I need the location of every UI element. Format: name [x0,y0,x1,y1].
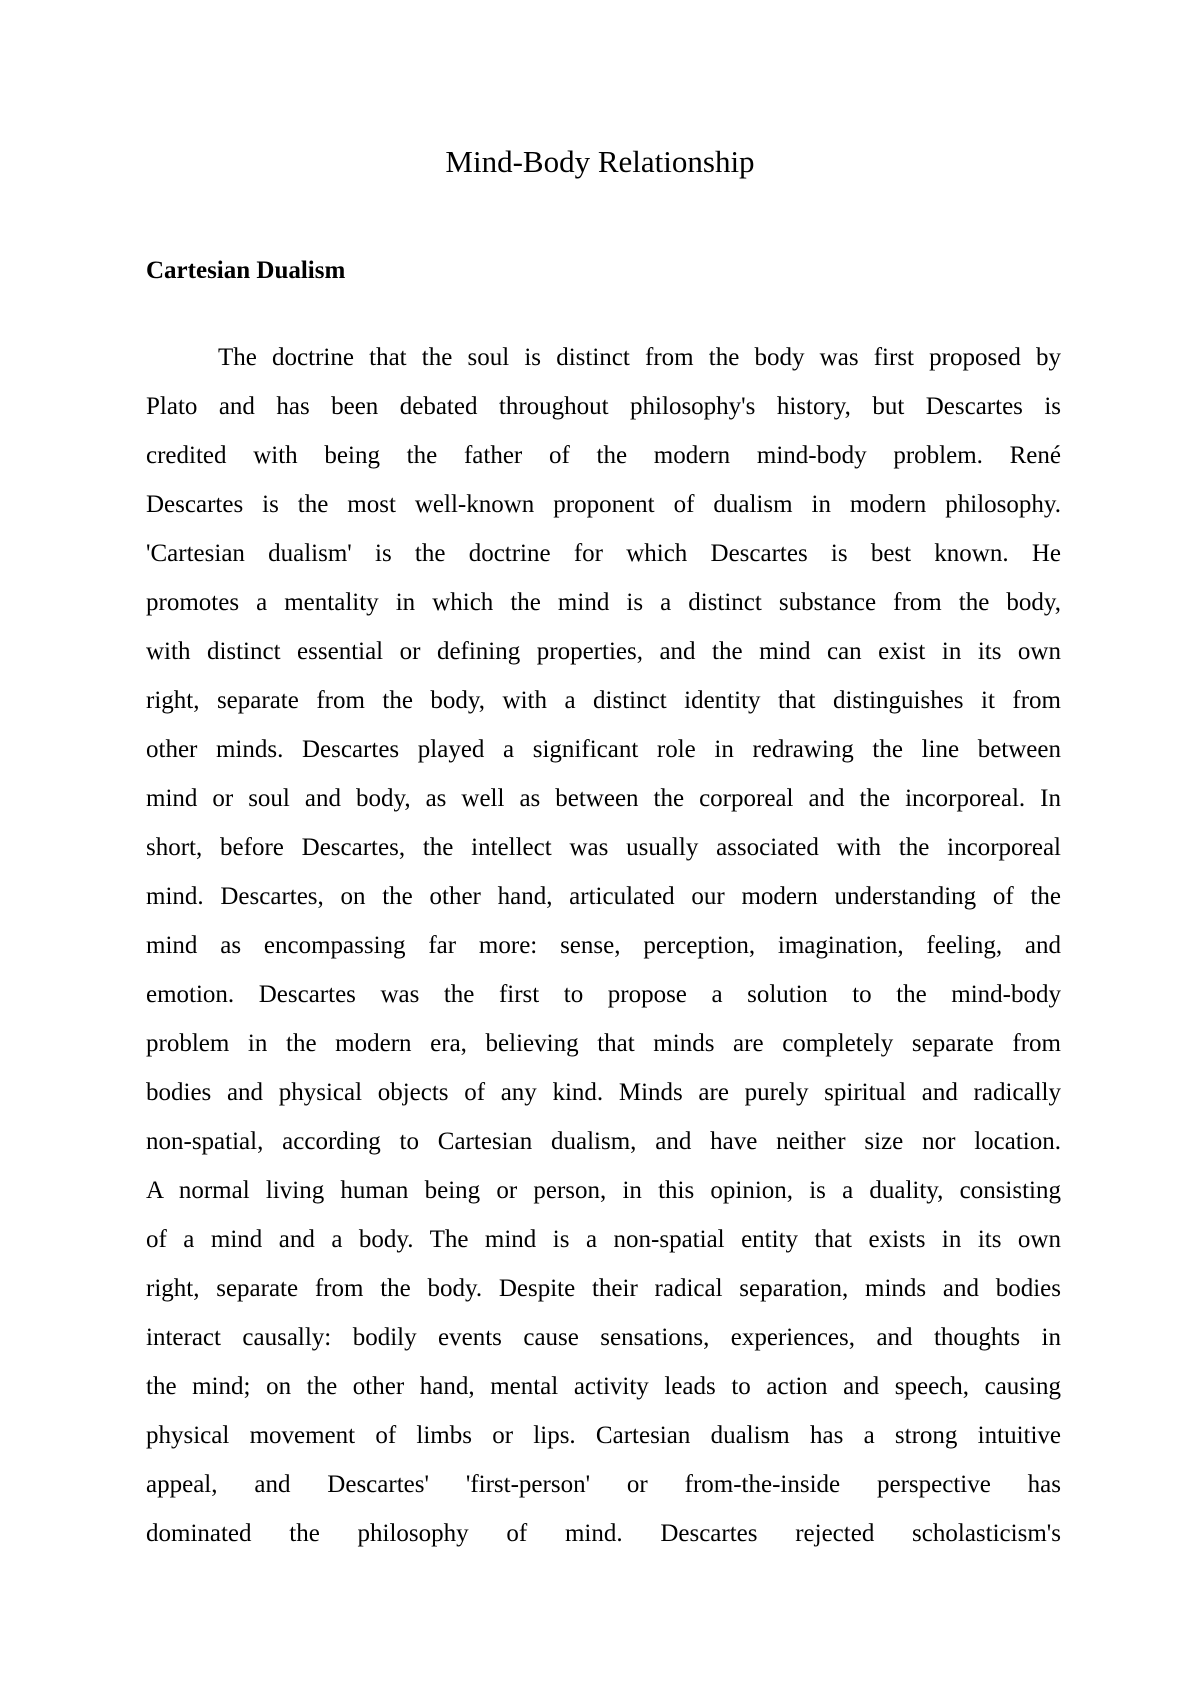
paragraph-line: physical movement of limbs or lips. Cartesian dualism has a strong intuitive [146,1422,1061,1449]
paragraph-line: mind or soul and body, as well as between the corporeal and the incorporeal. In [146,785,1061,812]
paragraph-line: Plato and has been debated throughout philosophy's history, but Descartes is [146,393,1061,420]
paragraph-line: right, separate from the body. Despite their radical separation, minds and bodies [146,1275,1061,1302]
paragraph-line: A normal living human being or person, in this opinion, is a duality, consisting [146,1177,1061,1204]
paragraph-line: The doctrine that the soul is distinct from the body was first proposed by [218,344,1061,371]
body-paragraph [146,333,1061,1558]
paragraph-line: of a mind and a body. The mind is a non-spatial entity that exists in its own [146,1226,1061,1253]
paragraph-line: emotion. Descartes was the first to propose a solution to the mind-body [146,981,1061,1008]
paragraph-line: dominated the philosophy of mind. Descartes rejected scholasticism's [146,1520,1061,1547]
paragraph-line: bodies and physical objects of any kind. Minds are purely spiritual and radically [146,1079,1061,1106]
paragraph-line: mind as encompassing far more: sense, perception, imagination, feeling, and [146,932,1061,959]
document-title: Mind-Body Relationship [445,144,755,179]
paragraph-line: other minds. Descartes played a significant role in redrawing the line between [146,736,1061,763]
paragraph-line: credited with being the father of the modern mind-body problem. René [146,442,1061,469]
paragraph-line: with distinct essential or defining properties, and the mind can exist in its own [146,638,1061,665]
paragraph-line: mind. Descartes, on the other hand, articulated our modern understanding of the [146,883,1061,910]
paragraph-line: non-spatial, according to Cartesian dualism, and have neither size nor location. [146,1128,1061,1155]
section-heading: Cartesian Dualism [146,257,346,284]
paragraph-line: short, before Descartes, the intellect was usually associated with the incorporeal [146,834,1061,861]
paragraph-line: Descartes is the most well-known proponent of dualism in modern philosophy. [146,491,1061,518]
paragraph-line: interact causally: bodily events cause sensations, experiences, and thoughts in [146,1324,1061,1351]
paragraph-line: promotes a mentality in which the mind is a distinct substance from the body, [146,589,1061,616]
paragraph-line: the mind; on the other hand, mental activity leads to action and speech, causing [146,1373,1061,1400]
paragraph-line: right, separate from the body, with a distinct identity that distinguishes it from [146,687,1061,714]
paragraph-line: 'Cartesian dualism' is the doctrine for which Descartes is best known. He [146,540,1061,567]
paragraph-line: problem in the modern era, believing that minds are completely separate from [146,1030,1061,1057]
paragraph-line: appeal, and Descartes' 'first-person' or from-the-inside perspective has [146,1471,1061,1498]
